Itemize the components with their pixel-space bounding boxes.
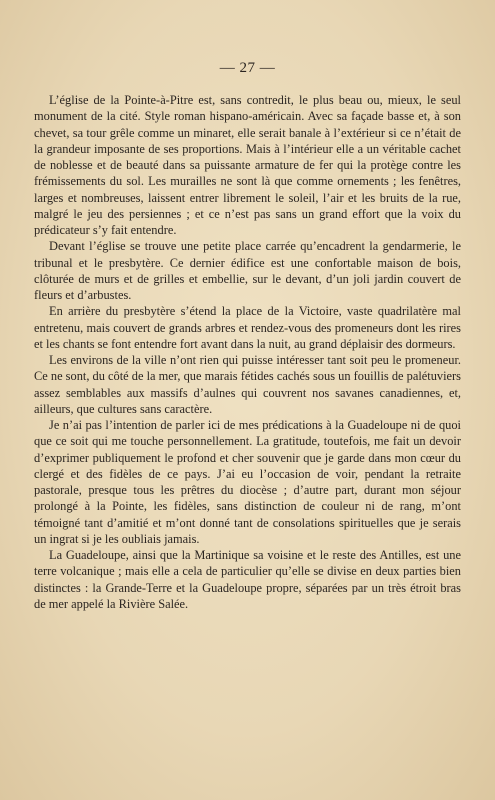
paragraph-1: L’église de la Pointe-à-Pitre est, sans contredit, le plus beau ou, mieux, le seul monument de la cité. Style roman hispano-américain. Avec sa façade basse et, à son chevet, sa tour grêle comme un minaret, elle serait banale à l’extérieur si ce n’était de la grandeur imposante de ses proportions. Mais à l’intérieur elle a un véritable cachet de noblesse et de beauté dans sa puissante armature de fer qui la protège contre les frémissements du sol. Les murailles ne sont là que comme ornements ; les fenêtres, larges et nombreuses, laissent entrer librement le soleil, l’air et les bruits de la rue, malgré le jeu des persiennes ; et ce n’est pas sans un grand effort que la voix du prédicateur s’y fait entendre. [34,93,461,237]
paragraph-6: La Guadeloupe, ainsi que la Martinique sa voisine et le reste des Antilles, est une terre volcanique ; mais elle a cela de particulier qu’elle se divise en deux parties bien distinctes : la Grande-Terre et la Guadeloupe propre, séparées par un très étroit bras de mer appelé la Rivière Salée. [34,548,461,611]
body-text [34,92,461,612]
paragraph-4: Les environs de la ville n’ont rien qui puisse intéresser tant soit peu le promeneur. Ce ne sont, du côté de la mer, que marais fétides cachés sous un fouillis de palétuviers assez semblables aux massifs d’aulnes qui couvrent nos savanes canadiennes, et, ailleurs, que cultures sans caractère. [34,353,461,416]
paragraph-2: Devant l’église se trouve une petite place carrée qu’encadrent la gendarmerie, le tribunal et le presbytère. Ce dernier édifice est une confortable maison de bois, clôturée de murs et de grilles et embellie, sur le devant, d’un joli jardin couvert de fleurs et d’arbustes. [34,239,461,302]
page-number: — 27 — [219,60,276,76]
paragraph-3: En arrière du presbytère s’étend la place de la Victoire, vaste quadrilatère mal entretenu, mais couvert de grands arbres et rendez-vous des promeneurs dont les rires et les chants se font entendre fort avant dans la nuit, au grand déplaisir des dormeurs. [34,304,461,351]
paragraph-5: Je n’ai pas l’intention de parler ici de mes prédications à la Guadeloupe ni de quoi que ce soit qui me touche personnellement. La gratitude, toutefois, me fait un devoir d’exprimer publiquement le profond et cher souvenir que je garde dans mon cœur du clergé et des fidèles de ce pays. J’ai eu l’occasion de voir, pendant la retraite pastorale, presque tous les prêtres du diocèse ; d’autre part, durant mon séjour prolongé à la Pointe, les fidèles, sans distinction de couleur ni de rang, m’ont témoigné tant d’amitié et m’ont donné tant de consolations spirituelles que je serais un ingrat si je les oubliais jamais. [34,418,461,546]
